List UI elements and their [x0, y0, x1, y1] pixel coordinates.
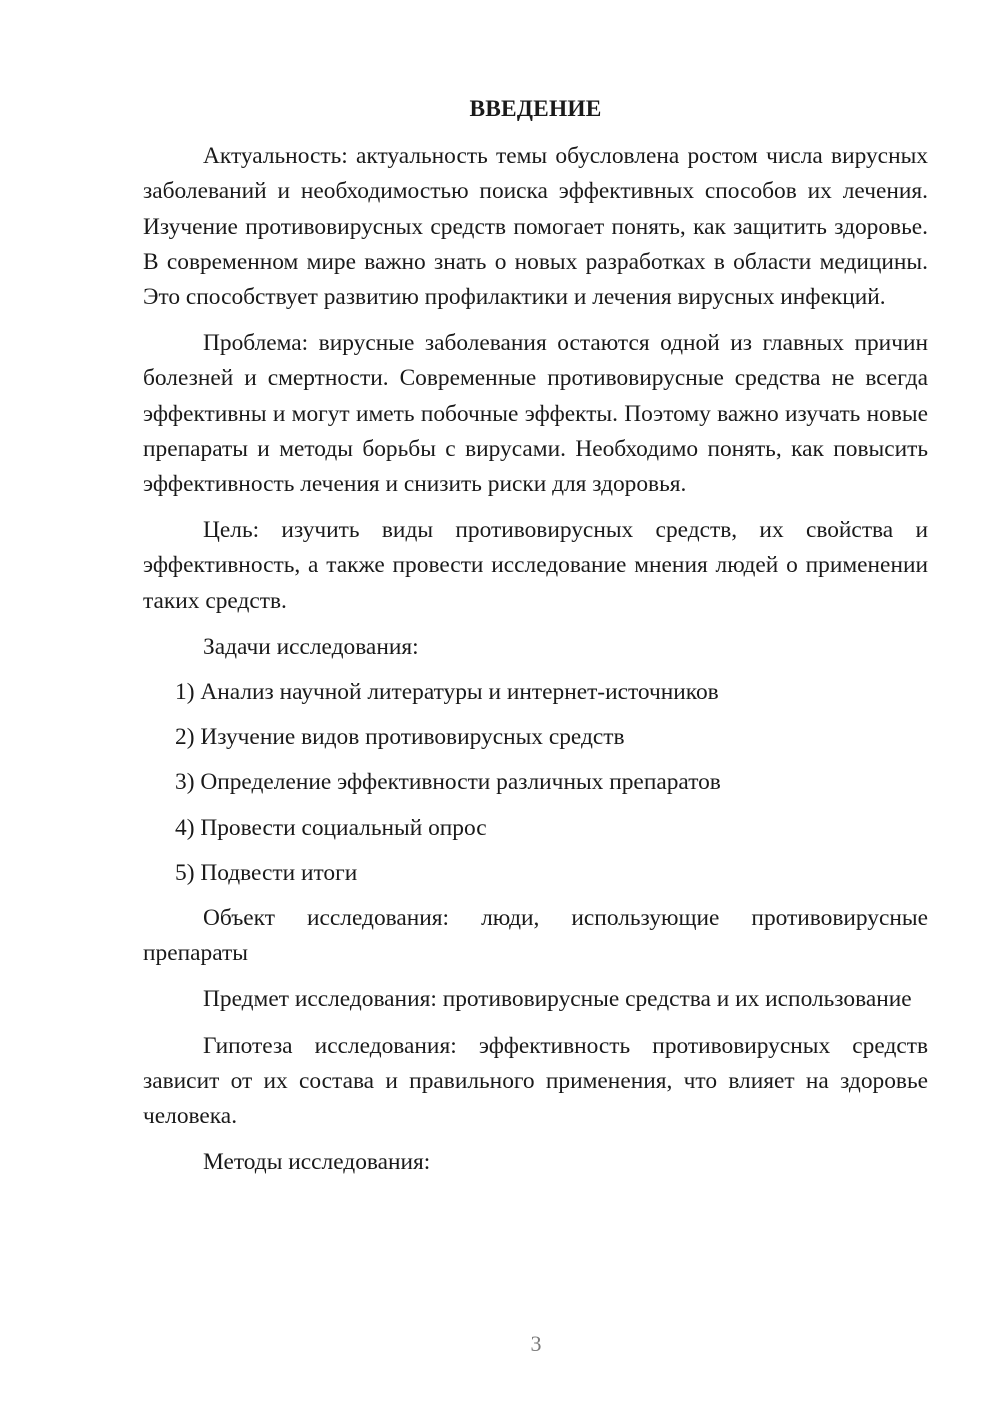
paragraph-subject: Предмет исследования: противовирусные средства и их использование — [203, 986, 912, 1013]
paragraph-problem: Проблема: вирусные заболевания остаются одной из главных причин болезней и смертности. Современные противовирусные средства не всегда эффективны и могут иметь побочные эффекты. Поэтому важно изучать новые препараты и методы борьбы с вирусами. Необходимо понять, как повысить эффективность лечения и снизить риски для здоровья. — [143, 330, 928, 498]
tasks-heading: Задачи исследования: — [203, 633, 419, 660]
list-item: 4) Провести социальный опрос — [175, 814, 487, 841]
tasks-list — [143, 675, 928, 891]
page-title: ВВЕДЕНИЕ — [469, 96, 602, 122]
list-item: 5) Подвести итоги — [175, 859, 358, 886]
paragraph-goal: Цель: изучить виды противовирусных средств, их свойства и эффективность, а также провести исследование мнения людей о применении таких средств. — [143, 517, 928, 614]
list-item: 2) Изучение видов противовирусных средств — [175, 724, 625, 751]
page-number: 3 — [530, 1331, 542, 1356]
paragraph-relevance: Актуальность: актуальность темы обусловлена ростом числа вирусных заболеваний и необходимостью поиска эффективных способов их лечения. Изучение противовирусных средств помогает понять, как защитить здоровье. В современном мире важно знать о новых разработках в области медицины. Это способствует развитию профилактики и лечения вирусных инфекций. — [143, 143, 928, 311]
page-content — [143, 92, 928, 1180]
list-item: 1) Анализ научной литературы и интернет-источников — [175, 679, 719, 706]
paragraph-hypothesis: Гипотеза исследования: эффективность противовирусных средств зависит от их состава и правильного применения, что влияет на здоровье человека. — [143, 1032, 928, 1130]
list-item: 3) Определение эффективности различных препаратов — [175, 769, 721, 796]
paragraph-object: Объект исследования: люди, использующие противовирусные препараты — [143, 905, 928, 967]
methods-heading: Методы исследования: — [203, 1149, 431, 1176]
